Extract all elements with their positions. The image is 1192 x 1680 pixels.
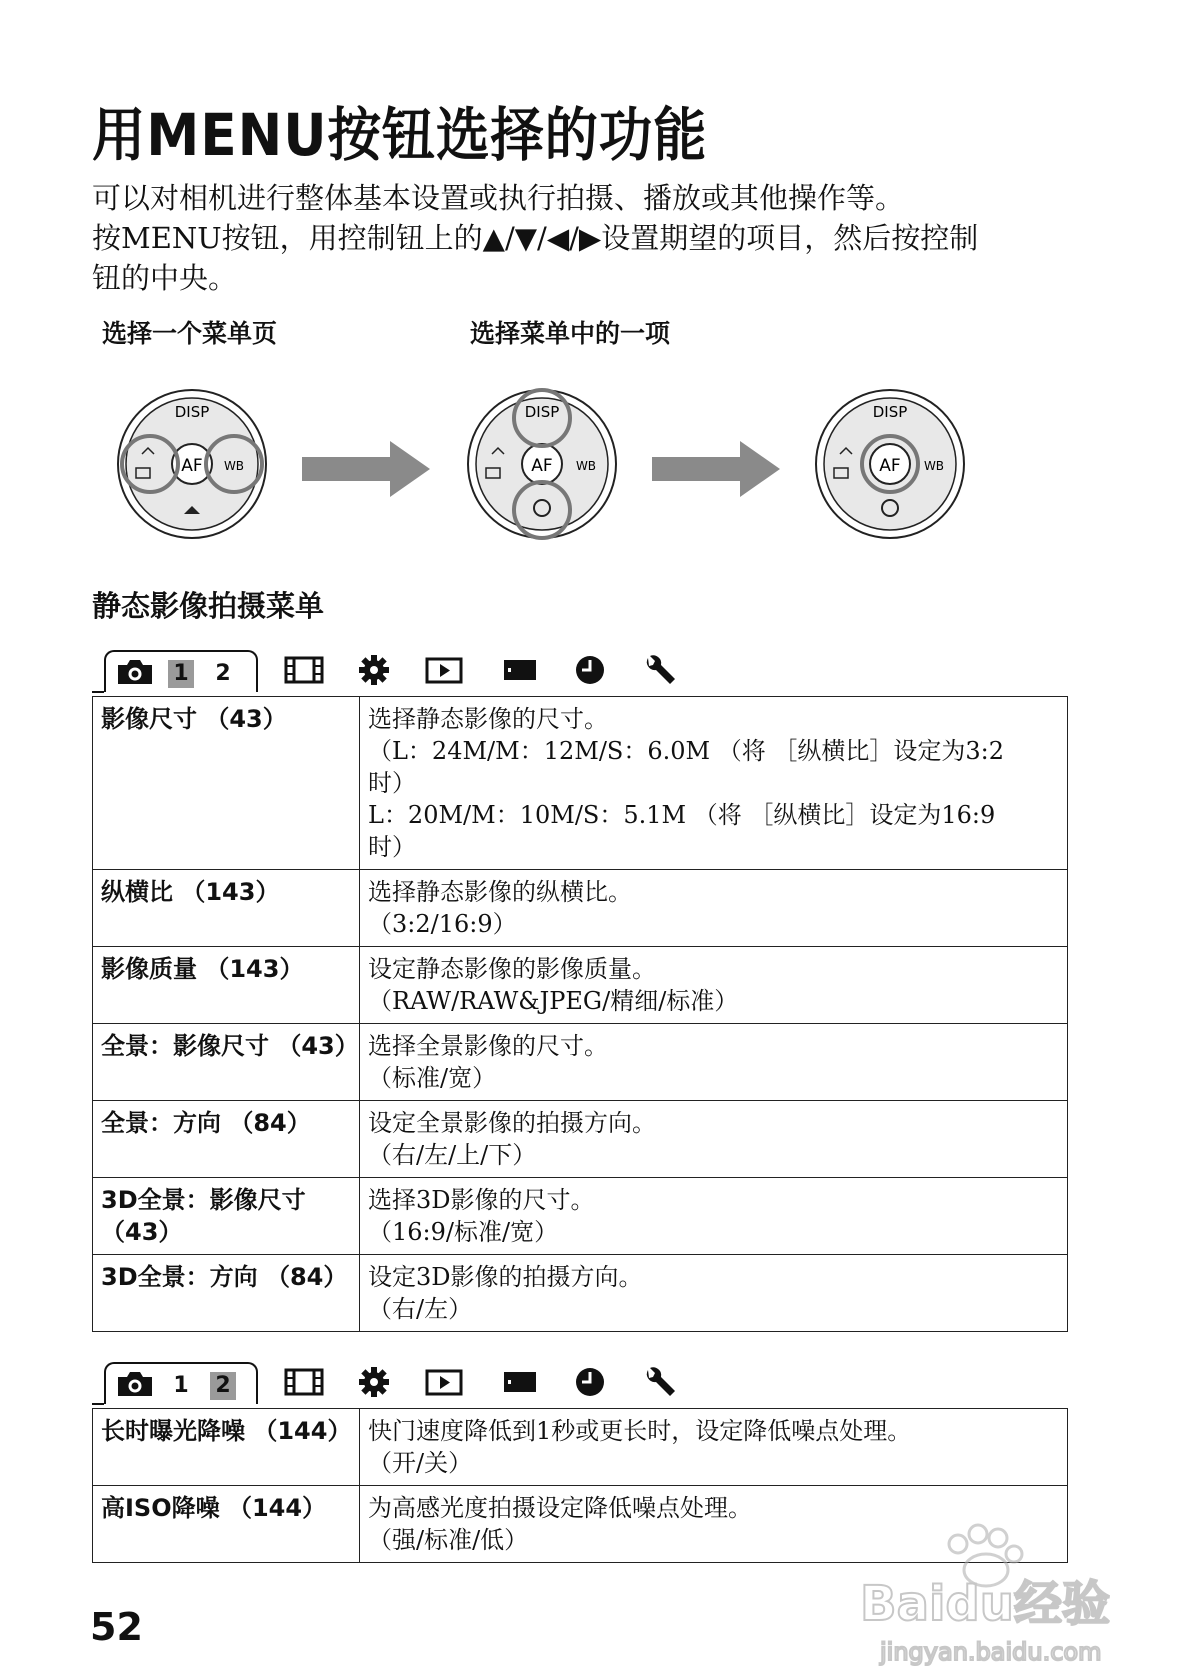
description-line: 选择静态影像的纵横比。 xyxy=(368,878,632,906)
table-row xyxy=(93,697,1068,870)
movie-icon[interactable] xyxy=(284,1366,324,1398)
description-line: 时） xyxy=(368,833,416,861)
clock-icon[interactable] xyxy=(570,1366,610,1398)
gear-icon[interactable] xyxy=(354,1366,394,1398)
description-line: 选择全景影像的尺寸。 xyxy=(368,1032,608,1060)
description-line: L：20M/M：10M/S：5.1M （将 ［纵横比］设定为16:9 xyxy=(368,801,996,829)
menu-item-description xyxy=(360,1024,1068,1101)
menu-item-name: 3D全景：方向 （84） xyxy=(93,1255,360,1332)
menu-item-description xyxy=(360,1409,1068,1486)
tab-page-2[interactable]: 2 xyxy=(215,661,231,686)
description-line: 设定全景影像的拍摄方向。 xyxy=(368,1109,656,1137)
disp-label: DISP xyxy=(174,403,210,421)
menu-item-name: 3D全景：影像尺寸 （43） xyxy=(93,1178,360,1255)
control-dial-diagram xyxy=(462,384,622,544)
af-label: AF xyxy=(531,456,553,476)
description-line: 选择静态影像的尺寸。 xyxy=(368,705,608,733)
description-line: （RAW/RAW&JPEG/精细/标准） xyxy=(368,987,739,1015)
wrench-icon[interactable] xyxy=(640,1366,680,1398)
section-title: 静态影像拍摄菜单 xyxy=(92,589,325,623)
playback-icon[interactable] xyxy=(424,1366,464,1398)
menu-item-description xyxy=(360,870,1068,947)
af-label: AF xyxy=(181,456,203,476)
arrow-right-icon xyxy=(652,441,780,497)
menu-item-name: 纵横比 （143） xyxy=(93,870,360,947)
control-dial-diagram xyxy=(112,384,272,544)
disp-label: DISP xyxy=(524,403,560,421)
menu-item-description xyxy=(360,1178,1068,1255)
table-row xyxy=(93,1178,1068,1255)
description-line: 选择3D影像的尺寸。 xyxy=(368,1186,595,1214)
menu-table-page1 xyxy=(92,696,1068,1332)
table-row xyxy=(93,947,1068,1024)
table-row xyxy=(93,1024,1068,1101)
description-line: （L：24M/M：12M/S：6.0M （将 ［纵横比］设定为3:2 xyxy=(368,737,1004,765)
description-line: （开/关） xyxy=(368,1449,473,1477)
menu-tab-bar xyxy=(92,646,912,696)
caption-select-page: 选择一个菜单页 xyxy=(102,319,278,348)
description-line: 设定静态影像的影像质量。 xyxy=(368,955,656,983)
memory-card-icon[interactable] xyxy=(500,1366,540,1398)
tab-still-shooting[interactable] xyxy=(104,650,258,692)
wrench-icon[interactable] xyxy=(640,654,680,686)
wb-label: WB xyxy=(575,459,597,473)
baidu-watermark xyxy=(840,1510,1140,1670)
page-number: 52 xyxy=(90,1605,143,1649)
description-line: 为高感光度拍摄设定降低噪点处理。 xyxy=(368,1494,752,1522)
tab-page-1[interactable]: 1 xyxy=(168,660,194,688)
menu-item-name: 全景：影像尺寸 （43） xyxy=(93,1024,360,1101)
intro-line: 钮的中央。 xyxy=(92,261,238,295)
menu-item-name: 长时曝光降噪 （144） xyxy=(93,1409,360,1486)
intro-text xyxy=(92,178,1052,298)
menu-item-name: 全景：方向 （84） xyxy=(93,1101,360,1178)
table-row xyxy=(93,1255,1068,1332)
intro-line: 可以对相机进行整体基本设置或执行拍摄、播放或其他操作等。 xyxy=(92,181,905,215)
description-line: （右/左） xyxy=(368,1295,473,1323)
description-line: （3:2/16:9） xyxy=(368,910,517,938)
disp-label: DISP xyxy=(872,403,908,421)
menu-item-description xyxy=(360,697,1068,870)
description-line: 时） xyxy=(368,769,416,797)
description-line: 快门速度降低到1秒或更长时，设定降低噪点处理。 xyxy=(368,1417,912,1445)
menu-item-name: 影像尺寸 （43） xyxy=(93,697,360,870)
camera-icon xyxy=(116,658,154,686)
page-title: 用MENU按钮选择的功能 xyxy=(92,101,708,169)
table-row xyxy=(93,1409,1068,1486)
menu-item-description xyxy=(360,1101,1068,1178)
description-line: （16:9/标准/宽） xyxy=(368,1218,559,1246)
menu-item-name: 影像质量 （143） xyxy=(93,947,360,1024)
tab-page-2[interactable]: 2 xyxy=(210,1372,236,1400)
clock-icon[interactable] xyxy=(570,654,610,686)
camera-icon xyxy=(116,1370,154,1398)
movie-icon[interactable] xyxy=(284,654,324,686)
af-label: AF xyxy=(879,456,901,476)
playback-icon[interactable] xyxy=(424,654,464,686)
description-line: （强/标准/低） xyxy=(368,1526,529,1554)
intro-line: 按MENU按钮，用控制钮上的▲/▼/◀/▶设置期望的项目，然后按控制 xyxy=(92,221,979,255)
watermark-url: jingyan.baidu.com xyxy=(880,1638,1102,1666)
menu-item-description xyxy=(360,947,1068,1024)
description-line: （标准/宽） xyxy=(368,1064,497,1092)
tab-still-shooting[interactable] xyxy=(104,1362,258,1404)
tab-page-1[interactable]: 1 xyxy=(173,1373,189,1398)
arrow-right-icon xyxy=(302,441,430,497)
control-dial-diagram xyxy=(810,384,970,544)
gear-icon[interactable] xyxy=(354,654,394,686)
menu-item-name: 高ISO降噪 （144） xyxy=(93,1486,360,1563)
description-line: （右/左/上/下） xyxy=(368,1141,537,1169)
description-line: 设定3D影像的拍摄方向。 xyxy=(368,1263,643,1291)
menu-tab-bar xyxy=(92,1358,912,1408)
caption-select-item: 选择菜单中的一项 xyxy=(470,319,671,348)
menu-item-description xyxy=(360,1255,1068,1332)
watermark-brand: Baidu经验 xyxy=(860,1576,1110,1632)
memory-card-icon[interactable] xyxy=(500,654,540,686)
wb-label: WB xyxy=(923,459,945,473)
table-row xyxy=(93,870,1068,947)
table-row xyxy=(93,1101,1068,1178)
wb-label: WB xyxy=(223,459,245,473)
